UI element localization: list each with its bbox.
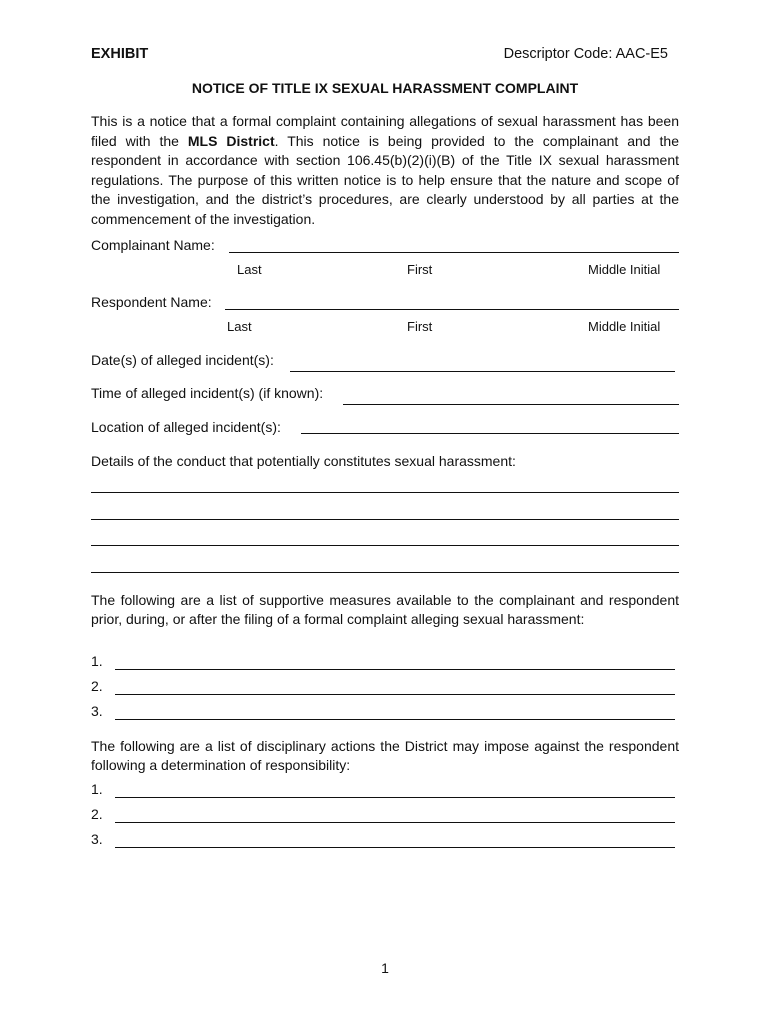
incident-time-label: Time of alleged incident(s) (if known): xyxy=(91,385,324,401)
disciplinary-item-line[interactable] xyxy=(115,797,675,798)
disciplinary-item-line[interactable] xyxy=(115,822,675,823)
details-line[interactable] xyxy=(91,572,679,573)
disciplinary-item-number: 3. xyxy=(91,831,103,847)
respondent-name-label: Respondent Name: xyxy=(91,294,212,310)
disciplinary-item-number: 1. xyxy=(91,781,103,797)
intro-paragraph xyxy=(91,112,679,230)
supportive-measures-paragraph: The following are a list of supportive measures available to the complainant and respondent prior, during, or after the filing of a formal complaint alleging sexual harassment: xyxy=(91,592,679,627)
details-line[interactable] xyxy=(91,545,679,546)
disciplinary-item-number: 2. xyxy=(91,806,103,822)
exhibit-label: EXHIBIT xyxy=(91,46,149,62)
complainant-middle-initial-label: Middle Initial xyxy=(588,262,661,277)
details-line[interactable] xyxy=(91,492,679,493)
supportive-item-line[interactable] xyxy=(115,694,675,695)
supportive-item-line[interactable] xyxy=(115,719,675,720)
details-label: Details of the conduct that potentially constitutes sexual harassment: xyxy=(91,453,516,469)
intro-district-name: MLS District xyxy=(187,132,275,149)
incident-time-field[interactable] xyxy=(343,404,679,405)
respondent-middle-initial-label: Middle Initial xyxy=(588,319,661,334)
details-line[interactable] xyxy=(91,519,679,520)
incident-dates-field[interactable] xyxy=(290,371,675,372)
disciplinary-actions-paragraph: The following are a list of disciplinary actions the District may impose against the respondent following a determination of responsibility: xyxy=(91,738,679,773)
supportive-item-number: 3. xyxy=(91,703,103,719)
page-number: 1 xyxy=(381,960,389,976)
intro-text-before: This is a notice that a formal complaint containing allegations of sexual harassment has been filed with the xyxy=(91,113,679,149)
incident-location-label: Location of alleged incident(s): xyxy=(91,419,281,435)
respondent-first-label: First xyxy=(407,319,433,334)
disciplinary-item-line[interactable] xyxy=(115,847,675,848)
complainant-first-label: First xyxy=(407,262,433,277)
incident-dates-label: Date(s) of alleged incident(s): xyxy=(91,352,274,368)
respondent-last-label: Last xyxy=(227,319,252,334)
incident-location-field[interactable] xyxy=(301,433,679,434)
supportive-item-number: 1. xyxy=(91,653,103,669)
respondent-name-field[interactable] xyxy=(225,309,679,310)
supportive-item-line[interactable] xyxy=(115,669,675,670)
intro-text-after: . This notice is being provided to the complainant and the respondent in accordance with section 106.45(b)(2)(i)(B) of the Title IX sexual harassment regulations. The purpose of this written notice is to help ensure that the nature and scope of the investigation, and the district’s procedures, are clearly understood by all parties at the commencement of the investigation. xyxy=(91,132,679,227)
complainant-name-label: Complainant Name: xyxy=(91,237,215,253)
complainant-name-field[interactable] xyxy=(229,252,679,253)
document-title: NOTICE OF TITLE IX SEXUAL HARASSMENT COMPLAINT xyxy=(191,80,579,96)
supportive-item-number: 2. xyxy=(91,678,103,694)
descriptor-code: Descriptor Code: AAC-E5 xyxy=(503,46,668,62)
complainant-last-label: Last xyxy=(237,262,262,277)
